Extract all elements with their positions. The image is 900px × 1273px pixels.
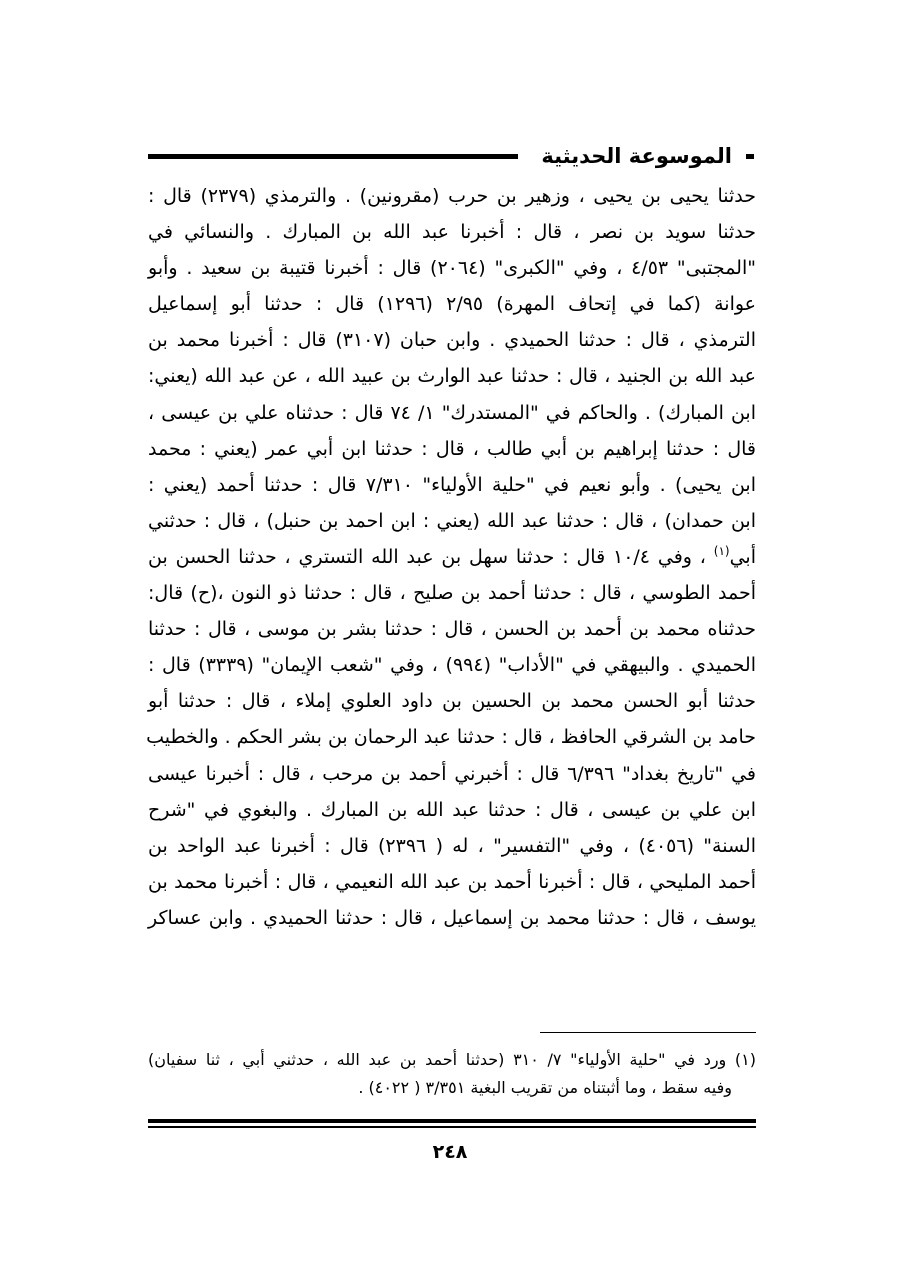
header-rule-left [148,154,518,159]
body-line: عبد الله بن الجنيد ، قال : حدثنا عبد الوارث بن عبيد الله ، عن عبد الله (يعني: [148,365,756,388]
footer-rule-thin [148,1126,756,1128]
body-line-start: أبي [729,545,756,568]
body-line-with-footnote [148,539,756,575]
footnote-separator [540,1032,756,1033]
body-line: أحمد الطوسي ، قال : حدثنا أحمد بن صليح ، قال : حدثنا ذو النون ،(ح) قال: [148,582,756,605]
page-number: ٢٤٨ [432,1141,468,1163]
body-line: في "تاريخ بغداد" ٦/٣٩٦ قال : أخبرني أحمد بن مرحب ، قال : أخبرنا عيسى [148,762,756,785]
body-line: ابن يحيى) . وأبو نعيم في "حلية الأولياء" ٧/٣١٠ قال : حدثنا أحمد (يعني : [148,473,756,496]
footnotes [148,1046,756,1102]
body-line: ابن حمدان) ، قال : حدثنا عبد الله (يعني : ابن احمد بن حنبل) ، قال : حدثني [148,509,756,532]
running-header [148,140,754,174]
footnote-line: (١) ورد في "حلية الأولياء" ٧/ ٣١٠ (حدثنا أحمد بن عبد الله ، حدثني أبي ، ثنا سفيان) [148,1050,756,1069]
body-line: قال : حدثنا إبراهيم بن أبي طالب ، قال : حدثنا ابن أبي عمر (يعني : محمد [148,437,756,460]
footer-rules [148,1119,756,1128]
body-line: ابن علي بن عيسى ، قال : حدثنا عبد الله بن المبارك . والبغوي في "شرح [148,798,756,821]
body-line: حدثناه محمد بن أحمد بن الحسن ، قال : حدثنا بشر بن موسى ، قال : حدثنا [148,618,756,641]
header-title: الموسوعة الحديثية [541,144,732,168]
body-line: أحمد المليحي ، قال : أخبرنا أحمد بن عبد الله النعيمي ، قال : أخبرنا محمد بن [148,870,756,893]
footnote-line: وفيه سقط ، وما أثبتناه من تقريب البغية ٣/٣٥١ ( ٤٠٢٢) . [358,1078,732,1097]
body-text [148,178,756,936]
footer-rule-thick [148,1119,756,1123]
body-line: الترمذي ، قال : حدثنا الحميدي . وابن حبان (٣١٠٧) قال : أخبرنا محمد بن [148,329,756,352]
body-line: حدثنا سويد بن نصر ، قال : أخبرنا عبد الله بن المبارك . والنسائي في [148,221,756,244]
body-line: حدثنا أبو الحسن محمد بن الحسين بن داود العلوي إملاء ، قال : حدثنا أبو [148,690,756,713]
body-line: عوانة (كما في إتحاف المهرة) ٢/٩٥ (١٢٩٦) قال : حدثنا أبو إسماعيل [148,293,757,316]
body-line: السنة" (٤٠٥٦) ، وفي "التفسير" ، له ( ٢٣٩٦) قال : أخبرنا عبد الواحد بن [148,834,756,857]
body-line: ابن المبارك) . والحاكم في "المستدرك" ١/ ٧٤ قال : حدثناه علي بن عيسى ، [148,401,756,424]
body-line: الحميدي . والبيهقي في "الأداب" (٩٩٤) ، وفي "شعب الإيمان" (٣٣٣٩) قال : [148,654,756,677]
body-line: حدثنا يحيى بن يحيى ، وزهير بن حرب (مقرونين) . والترمذي (٢٣٧٩) قال : [148,185,756,207]
header-rule-right [746,154,754,159]
body-line: "المجتبى" ٤/٥٣ ، وفي "الكبرى" (٢٠٦٤) قال : أخبرنا قتيبة بن سعيد . وأبو [148,257,756,280]
body-line: حامد بن الشرقي الحافظ ، قال : حدثنا عبد الرحمان بن بشر الحكم . والخطيب [146,726,756,749]
body-line: يوسف ، قال : حدثنا محمد بن إسماعيل ، قال : حدثنا الحميدي . وابن عساكر [148,906,756,929]
body-line-rest: ، وفي ١٠/٤ قال : حدثنا سهل بن عبد الله التستري ، حدثنا الحسن بن [148,545,706,568]
footnote-reference[interactable]: (١) [713,543,730,558]
